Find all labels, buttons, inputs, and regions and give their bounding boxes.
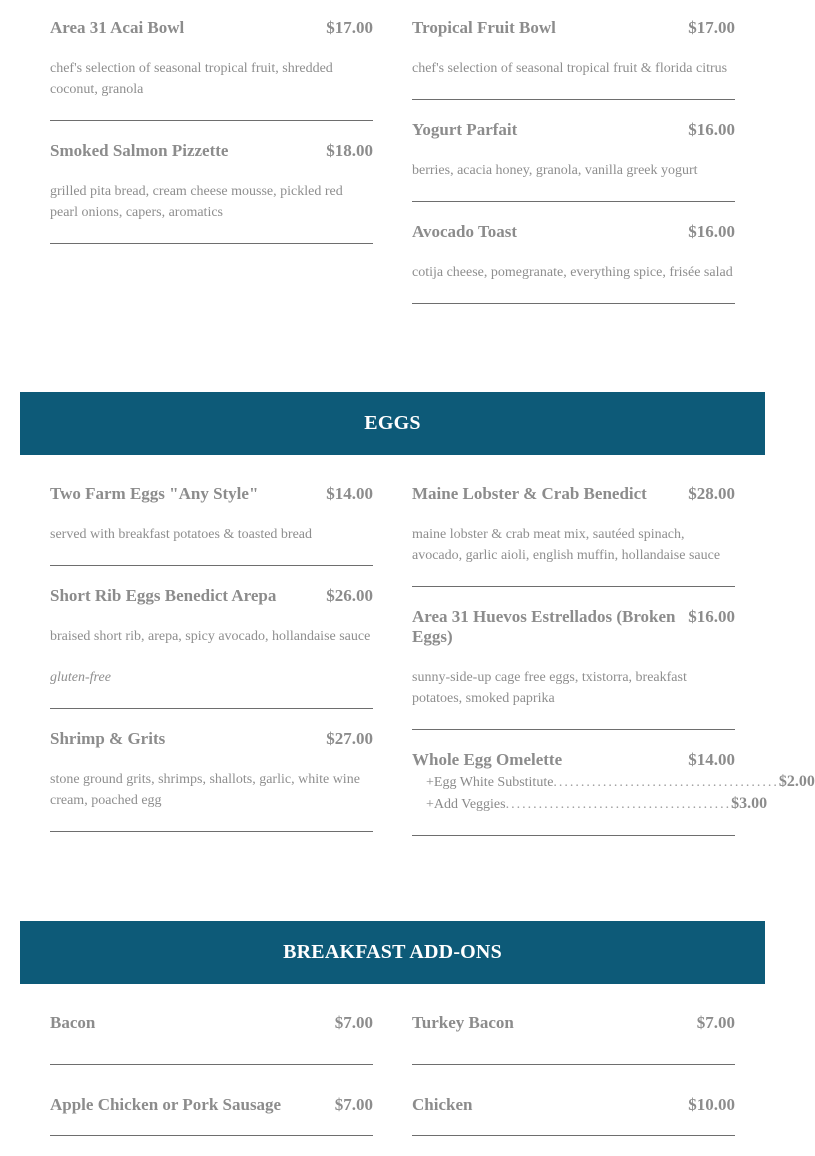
item-description: braised short rib, arepa, spicy avocado, hollandaise sauce bbox=[50, 629, 371, 644]
menu-item bbox=[50, 18, 373, 121]
item-description: cotija cheese, pomegranate, everything spice, frisée salad bbox=[412, 265, 733, 280]
item-price: $7.00 bbox=[696, 1013, 735, 1032]
item-name: Bacon bbox=[50, 1013, 96, 1032]
right-column bbox=[412, 18, 735, 324]
menu-item bbox=[412, 484, 735, 587]
item-description: stone ground grits, shrimps, shallots, garlic, white wine cream, poached egg bbox=[50, 772, 360, 808]
dietary-note: gluten-free bbox=[50, 670, 111, 685]
item-price: $17.00 bbox=[688, 18, 735, 37]
addon-name: Egg White Substitute bbox=[433, 775, 554, 790]
right-column bbox=[412, 484, 815, 856]
addon-price: $2.00 bbox=[778, 773, 815, 790]
item-name: Tropical Fruit Bowl bbox=[412, 18, 556, 37]
addon-row bbox=[412, 793, 768, 815]
plus-icon: + bbox=[426, 775, 434, 790]
item-price: $14.00 bbox=[688, 750, 735, 769]
item-price: $7.00 bbox=[334, 1095, 373, 1114]
left-column bbox=[50, 18, 373, 324]
item-name: Whole Egg Omelette bbox=[412, 750, 563, 769]
item-name: Area 31 Acai Bowl bbox=[50, 18, 185, 37]
left-column bbox=[50, 1013, 373, 1156]
addon-price: $3.00 bbox=[731, 795, 768, 812]
plus-icon: + bbox=[426, 797, 434, 812]
item-name: Shrimp & Grits bbox=[50, 729, 166, 748]
item-name: Avocado Toast bbox=[412, 222, 518, 241]
addon-name: Add Veggies bbox=[433, 797, 506, 812]
right-column bbox=[412, 1013, 735, 1156]
menu-item bbox=[412, 18, 735, 100]
left-column bbox=[50, 484, 373, 856]
dot-leader: ......................................... bbox=[505, 797, 732, 812]
menu-item bbox=[412, 750, 815, 836]
item-price: $16.00 bbox=[688, 607, 735, 626]
item-price: $14.00 bbox=[326, 484, 373, 503]
item-name: Area 31 Huevos Estrellados (Broken Eggs) bbox=[412, 607, 676, 646]
item-description: maine lobster & crab meat mix, sautéed spinach, avocado, garlic aioli, english muffin, hollandaise sauce bbox=[412, 527, 721, 563]
eggs-section-header: EGGS bbox=[20, 392, 765, 455]
item-description: berries, acacia honey, granola, vanilla greek yogurt bbox=[412, 163, 698, 178]
item-name: Yogurt Parfait bbox=[412, 120, 518, 139]
item-description: grilled pita bread, cream cheese mousse, pickled red pearl onions, capers, aromatics bbox=[50, 184, 343, 220]
item-description: chef's selection of seasonal tropical fruit, shredded coconut, granola bbox=[50, 61, 333, 97]
item-name: Short Rib Eggs Benedict Arepa bbox=[50, 586, 277, 605]
menu-item bbox=[50, 586, 373, 709]
item-price: $18.00 bbox=[326, 141, 373, 160]
item-name: Turkey Bacon bbox=[412, 1013, 514, 1032]
menu-item bbox=[412, 607, 735, 730]
item-price: $10.00 bbox=[688, 1095, 735, 1114]
menu-item bbox=[50, 141, 373, 244]
dot-leader: ......................................... bbox=[553, 775, 779, 790]
menu-item bbox=[412, 120, 735, 202]
item-name: Smoked Salmon Pizzette bbox=[50, 141, 229, 160]
eggs-menu-section bbox=[0, 484, 815, 856]
menu-item bbox=[412, 1013, 735, 1065]
item-price: $16.00 bbox=[688, 222, 735, 241]
menu-item bbox=[412, 222, 735, 304]
item-description: chef's selection of seasonal tropical fruit & florida citrus bbox=[412, 61, 728, 76]
item-name: Two Farm Eggs "Any Style" bbox=[50, 484, 259, 503]
item-description: served with breakfast potatoes & toasted bread bbox=[50, 527, 313, 542]
menu-item bbox=[50, 1085, 373, 1136]
item-name: Chicken bbox=[412, 1095, 473, 1114]
addon-row bbox=[412, 771, 815, 793]
item-addons bbox=[412, 771, 815, 815]
item-price: $27.00 bbox=[326, 729, 373, 748]
breakfast-addons-section-header: BREAKFAST ADD-ONS bbox=[20, 921, 765, 984]
addons-menu-section bbox=[0, 1013, 785, 1156]
item-price: $17.00 bbox=[326, 18, 373, 37]
item-description: sunny-side-up cage free eggs, txistorra, breakfast potatoes, smoked paprika bbox=[412, 670, 687, 706]
item-name: Apple Chicken or Pork Sausage bbox=[50, 1095, 282, 1114]
item-price: $16.00 bbox=[688, 120, 735, 139]
item-price: $26.00 bbox=[326, 586, 373, 605]
menu-item bbox=[50, 1013, 373, 1065]
menu-item bbox=[50, 729, 373, 832]
item-price: $7.00 bbox=[334, 1013, 373, 1032]
item-price: $28.00 bbox=[688, 484, 735, 503]
menu-item bbox=[412, 1085, 735, 1136]
menu-item bbox=[50, 484, 373, 566]
item-name: Maine Lobster & Crab Benedict bbox=[412, 484, 647, 503]
top-menu-section bbox=[0, 18, 785, 324]
